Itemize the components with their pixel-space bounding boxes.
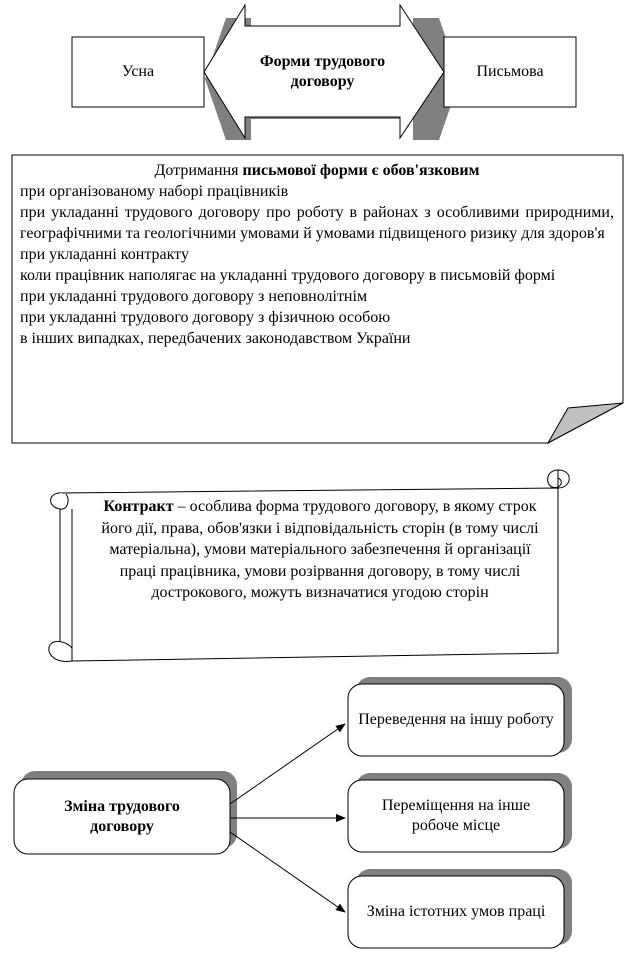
requirement-item: коли працівник наполягає на укладанні трудового договору в письмовій формі <box>20 267 556 284</box>
requirement-item: при організованому наборі працівників <box>20 183 289 200</box>
requirement-item: в інших випадках, передбачених законодавством України <box>20 330 411 347</box>
contract-definition-text: – особлива форма трудового договору, в якому строк його дії, права, обов'язки і відповідальність сторін (в тому числі матеріальна), умови матеріального забезпечення й організації праці працівника, умови розірвання договору, в тому числі дострокового, можуть визначатися угодою сторін <box>101 498 539 601</box>
arrow-to-target-3 <box>230 832 345 912</box>
requirement-title-bold: письмової форми є обов'язковим <box>242 162 480 179</box>
requirement-title-prefix: Дотримання <box>154 162 243 179</box>
oral-form-label: Усна <box>121 63 155 80</box>
requirement-item: при укладанні трудового договору з неповнолітнім <box>20 288 368 305</box>
requirement-text <box>20 160 614 349</box>
written-form-label: Письмова <box>476 63 544 80</box>
arrow-to-target-1 <box>230 724 345 804</box>
contract-definition <box>90 496 550 604</box>
forms-arrow-label: Форми трудового договору <box>259 53 386 90</box>
target-label-2: Переміщення на інше робоче місце <box>381 797 531 834</box>
target-label-3: Зміна істотних умов праці <box>366 903 546 920</box>
requirement-item: при укладанні трудового договору про роботу в районах з особливими природними, географічними та геологічними умовами й умовами підвищеного ризику для здоров'я <box>20 204 614 242</box>
contract-term: Контракт <box>103 498 174 515</box>
requirement-title <box>20 160 614 181</box>
change-source-label: Зміна трудового договору <box>64 797 180 835</box>
target-label-1: Переведення на іншу роботу <box>358 711 554 728</box>
requirement-item: при укладанні трудового договору з фізичною особою <box>20 309 391 326</box>
requirement-item: при укладанні контракту <box>20 246 189 263</box>
